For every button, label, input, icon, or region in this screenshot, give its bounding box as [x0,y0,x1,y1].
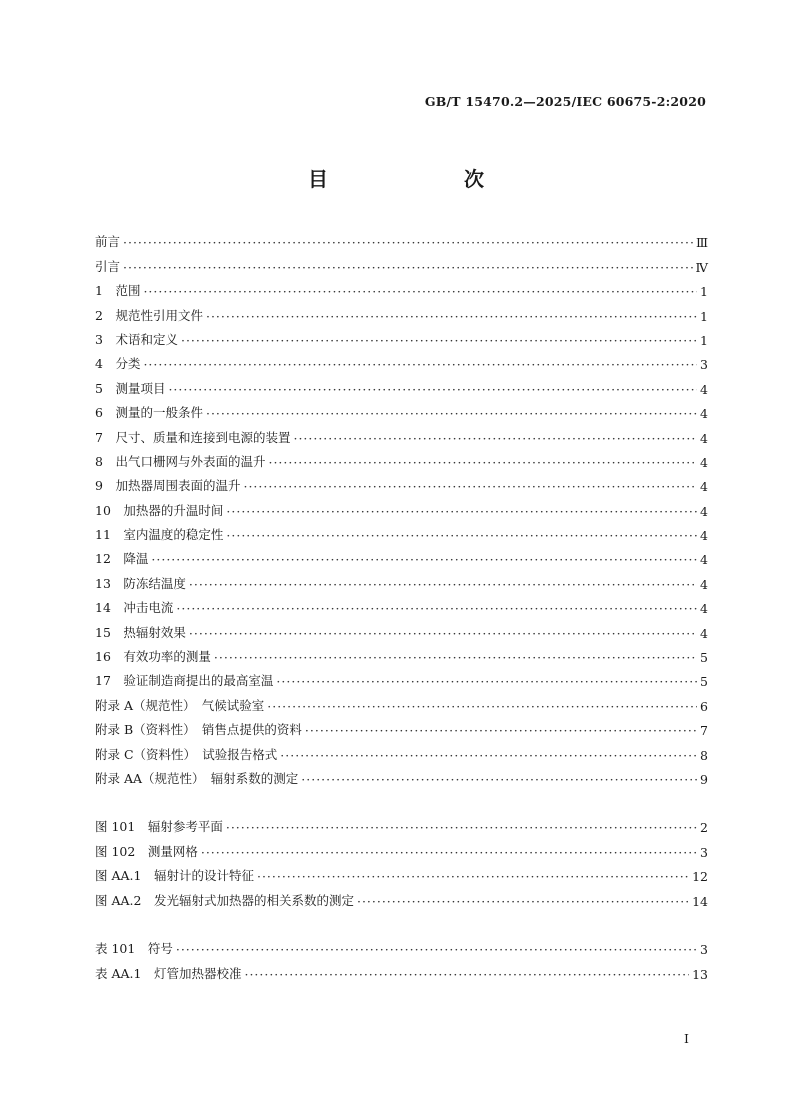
table-list [95,933,708,982]
toc-entry[interactable] [95,860,708,884]
dot-leader [123,260,692,275]
toc-entry-page: 9 [700,771,708,787]
toc-entry-label: 5 测量项目 [95,380,166,396]
page-number: Ⅰ [684,1031,689,1046]
toc-entry-label: 图 AA.2 发光辐射式加热器的相关系数的测定 [95,892,354,908]
dot-leader [226,528,697,543]
dot-leader [123,235,693,250]
toc-entry[interactable] [95,616,708,640]
toc-entry[interactable] [95,275,708,299]
toc-entry[interactable] [95,226,708,250]
toc-entry[interactable] [95,348,708,372]
toc-entry-page: 13 [692,966,708,982]
toc-entry-label: 9 加热器周围表面的温升 [95,478,241,494]
dot-leader [214,650,697,665]
dot-leader [181,333,697,348]
figure-list [95,811,708,909]
toc-entry[interactable] [95,324,708,348]
dot-leader [226,504,697,519]
toc-entry-page: 4 [700,430,708,446]
dot-leader [267,699,697,714]
toc-entry-label: 16 有效功率的测量 [95,649,211,665]
toc-entry-page: 1 [700,308,708,324]
toc-entry[interactable] [95,665,708,689]
toc-entry-label: 11 室内温度的稳定性 [95,527,224,543]
dot-leader [201,845,697,860]
toc-entry-label: 12 降温 [95,551,149,567]
dot-leader [293,431,697,446]
toc-entry-label: 表 101 符号 [95,941,173,957]
toc-entry[interactable] [95,763,708,787]
toc-entry-label: 10 加热器的升温时间 [95,502,224,518]
toc-entry-label: 3 术语和定义 [95,331,178,347]
toc-entry[interactable] [95,567,708,591]
toc-entry[interactable] [95,299,708,323]
toc-entry-label: 图 102 测量网格 [95,843,198,859]
dot-leader [280,748,697,763]
toc-list [95,226,708,787]
toc-entry-label: 前言 [95,234,121,250]
toc-entry-page: 5 [700,650,708,666]
toc-entry[interactable] [95,811,708,835]
toc-entry-label: 17 验证制造商提出的最高室温 [95,673,274,689]
toc-entry-label: 7 尺寸、质量和连接到电源的装置 [95,429,291,445]
toc-entry-label: 附录 B（资料性） 销售点提供的资料 [95,722,302,738]
toc-entry[interactable] [95,738,708,762]
toc-entry[interactable] [95,494,708,518]
page-title: 目 次 [308,167,516,191]
dot-leader [206,309,697,324]
dot-leader [151,552,697,567]
dot-leader [168,382,697,397]
toc-entry-label: 8 出气口栅网与外表面的温升 [95,453,266,469]
toc-entry-page: 2 [700,820,708,836]
toc-entry-page: 5 [700,674,708,690]
toc-entry-label: 1 范围 [95,283,141,299]
dot-leader [243,479,697,494]
toc-entry-page: 4 [700,381,708,397]
toc-entry[interactable] [95,884,708,908]
dot-leader [189,626,697,641]
toc-entry[interactable] [95,689,708,713]
toc-entry-page: 4 [700,503,708,519]
dot-leader [206,406,697,421]
toc-entry-label: 表 AA.1 灯管加热器校准 [95,965,242,981]
toc-entry-page: 6 [700,698,708,714]
toc-entry-label: 14 冲击电流 [95,600,174,616]
toc-entry-label: 附录 A（规范性） 气候试验室 [95,697,265,713]
toc-entry[interactable] [95,957,708,981]
dot-leader [143,357,697,372]
toc-entry-label: 附录 C（资料性） 试验报告格式 [95,746,278,762]
toc-entry-page: 7 [700,723,708,739]
toc-entry-page: 4 [700,406,708,422]
toc-entry-page: 1 [700,332,708,348]
toc-entry-label: 6 测量的一般条件 [95,405,203,421]
dot-leader [357,894,689,909]
toc-entry[interactable] [95,446,708,470]
toc-entry[interactable] [95,470,708,494]
toc-entry[interactable] [95,372,708,396]
dot-leader [143,284,697,299]
toc-entry-page: 4 [700,528,708,544]
toc-entry[interactable] [95,519,708,543]
dot-leader [301,772,697,787]
toc-entry-page: 8 [700,747,708,763]
toc-entry[interactable] [95,835,708,859]
toc-entry-label: 图 AA.1 辐射计的设计特征 [95,868,254,884]
toc-entry-page: 4 [700,625,708,641]
toc-entry-label: 13 防冻结温度 [95,575,186,591]
toc-entry-label: 4 分类 [95,356,141,372]
toc-entry[interactable] [95,543,708,567]
toc-entry[interactable] [95,641,708,665]
toc-entry-page: 4 [700,479,708,495]
toc-entry-label: 15 热辐射效果 [95,624,186,640]
dot-leader [244,967,689,982]
toc-entry-page: 4 [700,601,708,617]
toc-entry[interactable] [95,397,708,421]
dot-leader [226,820,697,835]
toc-entry-page: 3 [700,942,708,958]
toc-entry[interactable] [95,250,708,274]
dot-leader [257,869,689,884]
toc-entry-page: 1 [700,284,708,300]
toc-entry-page: 4 [700,576,708,592]
toc-entry[interactable] [95,421,708,445]
toc-entry-page: 4 [700,552,708,568]
toc-entry-page: 4 [700,454,708,470]
dot-leader [176,942,697,957]
dot-leader [305,723,697,738]
toc-entry-label: 图 101 辐射参考平面 [95,819,223,835]
dot-leader [189,577,697,592]
dot-leader [276,674,697,689]
standard-code: GB/T 15470.2—2025/IEC 60675-2:2020 [424,94,706,109]
toc-entry-label: 2 规范性引用文件 [95,307,203,323]
toc-entry-page: 3 [700,844,708,860]
toc-entry[interactable] [95,933,708,957]
toc-entry-page: Ⅲ [695,235,708,251]
toc-entry-label: 引言 [95,258,121,274]
toc-entry-page: Ⅳ [695,259,708,275]
toc-entry-label: 附录 AA（规范性） 辐射系数的测定 [95,770,299,786]
toc-entry-page: 3 [700,357,708,373]
dot-leader [268,455,697,470]
toc-entry[interactable] [95,714,708,738]
dot-leader [176,601,697,616]
toc-entry-page: 12 [692,869,708,885]
toc-entry[interactable] [95,592,708,616]
toc-entry-page: 14 [692,893,708,909]
